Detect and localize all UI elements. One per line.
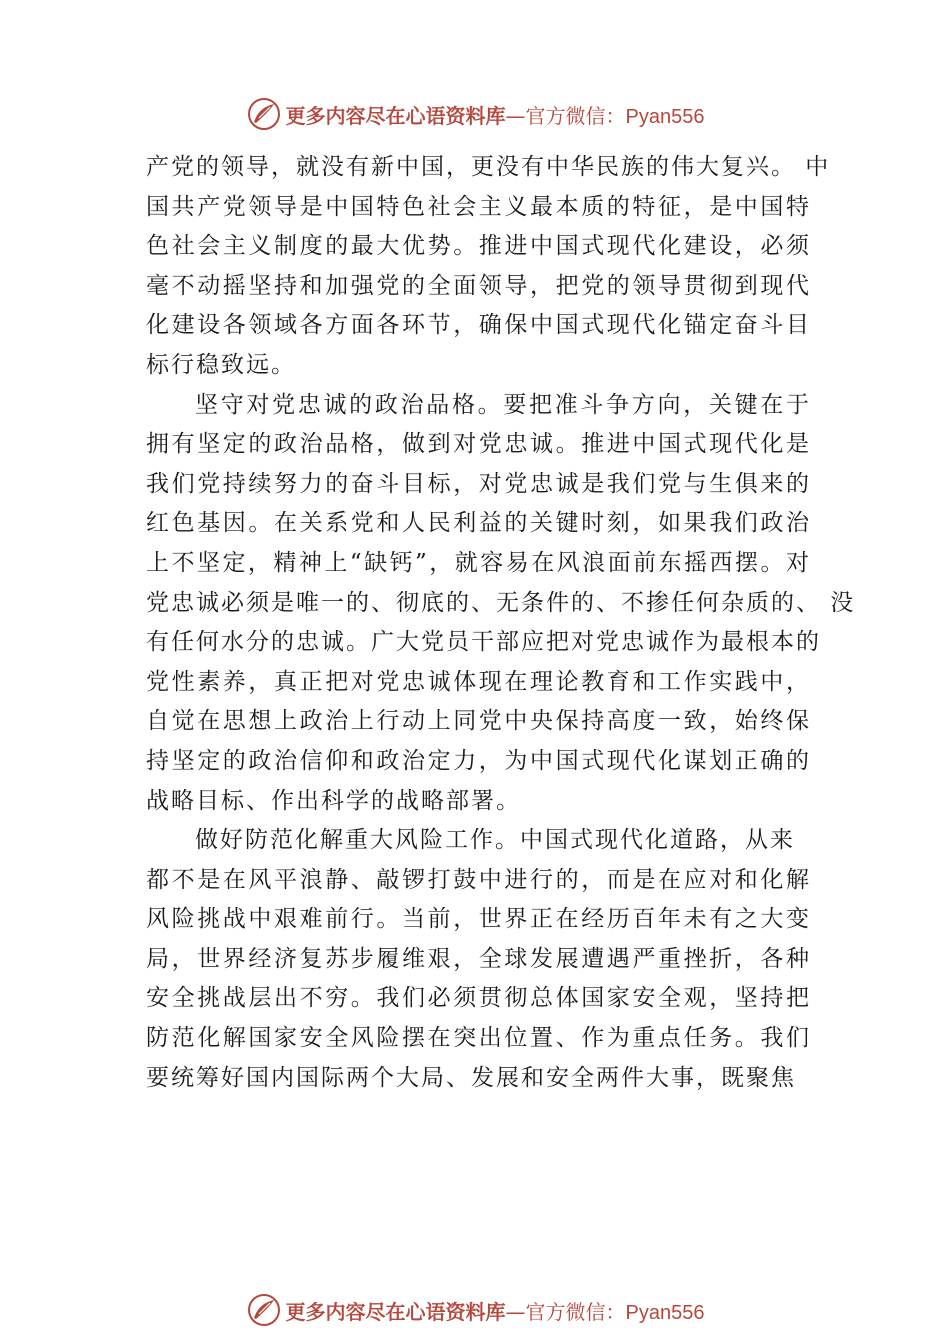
text-line: 局，世界经济复苏步履维艰，全球发展遭遇严重挫折，各种 — [146, 945, 811, 972]
text-line: 都不是在风平浪静、敲锣打鼓中进行的，而是在应对和化解 — [146, 866, 811, 893]
banner-wechat-id: Pyan556 — [625, 105, 705, 128]
banner-separator: — — [505, 1299, 526, 1324]
text-line: 色社会主义制度的最大优势。推进中国式现代化建设，必须 — [146, 233, 811, 260]
text-line: 上不坚定，精神上“缺钙”，就容易在风浪面前东摇西摆。对 — [146, 549, 811, 576]
text-line: 标行稳致远。 — [146, 351, 296, 378]
text-line: 要统筹好国内国际两个大局、发展和安全两件大事，既聚焦 — [146, 1064, 796, 1091]
text-line: 有任何水分的忠诚。广大党员干部应把对党忠诚作为最根本的 — [146, 629, 821, 656]
banner-wechat-label: 官方微信： — [525, 103, 626, 128]
text-line: 做好防范化解重大风险工作。中国式现代化道路，从来 — [195, 827, 795, 854]
banner-wechat-label: 官方微信： — [525, 1299, 626, 1324]
footer-banner — [0, 1290, 950, 1330]
paragraph-2 — [146, 386, 856, 822]
text-line: 我们党持续努力的奋斗目标，对党忠诚是我们党与生俱来的 — [146, 470, 811, 497]
logo-icon — [246, 96, 282, 132]
text-line: 风险挑战中艰难前行。当前，世界正在经历百年未有之大变 — [146, 906, 811, 933]
banner-title: 更多内容尽在心语资料库 — [285, 1299, 506, 1324]
logo-icon — [246, 1292, 282, 1328]
text-line: 持坚定的政治信仰和政治定力，为中国式现代化谋划正确的 — [146, 747, 811, 774]
text-line: 毫不动摇坚持和加强党的全面领导，把党的领导贯彻到现代 — [146, 272, 811, 299]
banner-title: 更多内容尽在心语资料库 — [285, 103, 506, 128]
paragraph-1 — [146, 148, 831, 386]
banner-text — [286, 100, 705, 129]
text-line: 化建设各领域各方面各环节，确保中国式现代化锚定奋斗目 — [146, 312, 811, 339]
text-line: 国共产党领导是中国特色社会主义最本质的特征，是中国特 — [146, 193, 811, 220]
text-line: 安全挑战层出不穷。我们必须贯彻总体国家安全观，坚持把 — [146, 985, 811, 1012]
paragraph-3 — [146, 821, 811, 1098]
document-body — [146, 148, 856, 1098]
text-line: 防范化解国家安全风险摆在突出位置、作为重点任务。我们 — [146, 1025, 811, 1052]
banner-text — [286, 1296, 705, 1325]
text-line: 红色基因。在关系党和人民利益的关键时刻，如果我们政治 — [146, 510, 811, 537]
text-line: 党忠诚必须是唯一的、彻底的、无条件的、不掺任何杂质的、 没 — [146, 589, 856, 616]
banner-wechat-id: Pyan556 — [625, 1301, 705, 1324]
text-line: 拥有坚定的政治品格，做到对党忠诚。推进中国式现代化是 — [146, 431, 811, 458]
text-line: 自觉在思想上政治上行动上同党中央保持高度一致，始终保 — [146, 708, 811, 735]
text-line: 产党的领导，就没有新中国，更没有中华民族的伟大复兴。 中 — [146, 154, 831, 180]
text-line: 党性素养，真正把对党忠诚体现在理论教育和工作实践中， — [146, 668, 811, 695]
text-line: 坚守对党忠诚的政治品格。要把准斗争方向，关键在于 — [195, 391, 811, 418]
text-line: 战略目标、作出科学的战略部署。 — [146, 787, 521, 814]
banner-separator: — — [505, 103, 526, 128]
header-banner — [0, 94, 950, 134]
